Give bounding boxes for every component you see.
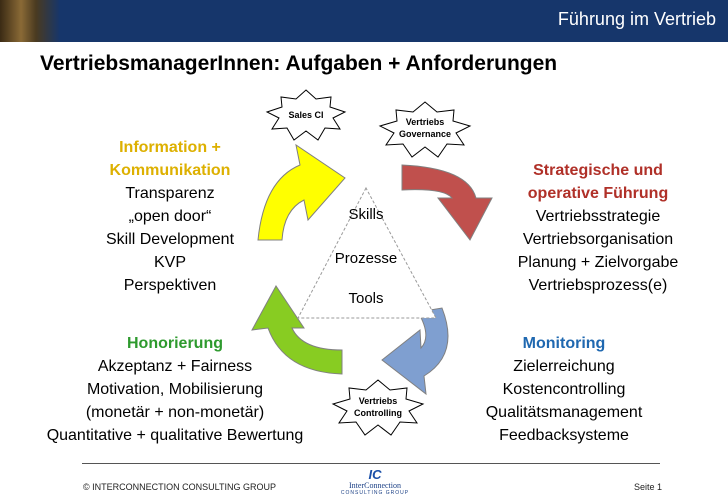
arrow-red [402,165,492,240]
honorierung-item: Motivation, Mobilisierung [86,381,264,398]
honorierung-item: Akzeptanz + Fairness [97,358,253,375]
page-title: VertriebsmanagerInnen: Aufgaben + Anforderungen [40,52,558,75]
information-heading-line2: Kommunikation [109,162,231,179]
information-item: „open door“ [128,208,212,225]
logo-subtitle: CONSULTING GROUP [340,490,410,496]
pyramid-skills: Skills [348,206,384,223]
block-strategie [498,159,698,297]
page-number: Seite 1 [634,482,663,492]
strategie-item: Vertriebsstrategie [535,208,661,225]
logo-mark: IC [368,467,382,482]
controlling-label-line2: Controlling [354,408,402,418]
controlling-label-line1: Vertriebs [358,396,398,406]
logo-name: InterConnection [349,481,401,490]
strategie-heading-line2: operative Führung [527,185,669,202]
arrow-yellow [258,145,345,240]
monitoring-item: Kostencontrolling [502,381,626,398]
honorierung-item: (monetär + non-monetär) [85,404,265,421]
monitoring-item: Qualitätsmanagement [485,404,643,421]
monitoring-item: Zielerreichung [513,358,615,375]
information-item: KVP [153,254,186,271]
strategie-item: Planung + Zielvorgabe [517,254,679,271]
pyramid-prozesse: Prozesse [334,250,398,267]
monitoring-item: Feedbacksysteme [499,427,629,444]
information-heading-line1: Information + [119,139,221,156]
company-logo [338,468,412,496]
block-honorierung [22,332,328,447]
monitoring-heading: Monitoring [522,335,606,352]
information-item: Perspektiven [123,277,217,294]
footer-copyright: © INTERCONNECTION CONSULTING GROUP [83,482,276,492]
honorierung-heading: Honorierung [127,335,223,352]
strategie-item: Vertriebsorganisation [522,231,674,248]
information-item: Transparenz [125,185,215,202]
block-monitoring [466,332,662,447]
arrow-blue [382,308,448,394]
honorierung-item: Quantitative + qualitative Bewertung [46,427,304,444]
strategie-heading-line1: Strategische und [533,162,663,179]
pyramid-tools: Tools [348,290,384,307]
header-title: Führung im Vertrieb [557,9,716,29]
information-item: Skill Development [105,231,235,248]
governance-label-line2: Governance [398,129,452,139]
sales-ci-label: Sales CI [288,110,324,120]
footer-divider [82,463,660,464]
strategie-item: Vertriebsprozess(e) [528,277,668,294]
governance-label-line1: Vertriebs [405,117,445,127]
block-information [80,136,260,297]
